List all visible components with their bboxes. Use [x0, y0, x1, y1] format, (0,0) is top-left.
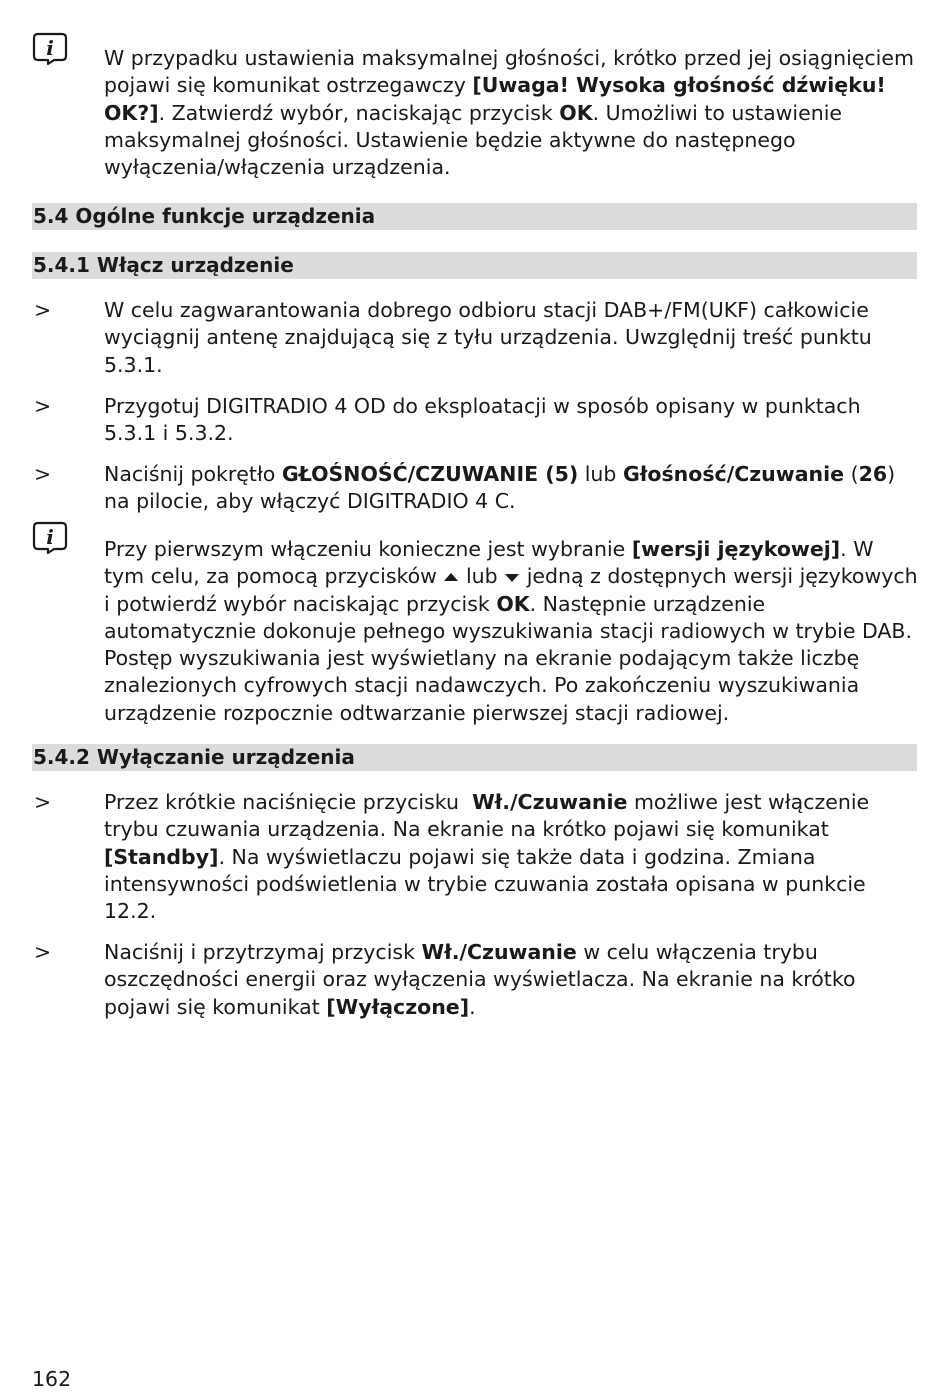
section-heading-5-4: 5.4 Ogólne funkcje urządzenia — [32, 203, 917, 230]
list-item-antenna: W celu zagwarantowania dobrego odbioru stacji DAB+/FM(UKF) całkowicie wyciągnij antenę znajdującą się z tyłu urządzenia. Uwzględnij treść punktu 5.3.1. — [104, 298, 872, 377]
list-item-prepare: Przygotuj DIGITRADIO 4 OD do eksploatacji w sposób opisany w punktach 5.3.1 i 5.3.2. — [104, 394, 861, 446]
list-marker: > — [34, 462, 52, 486]
list-marker: > — [34, 394, 52, 418]
svg-text:i: i — [46, 525, 54, 549]
arrow-up-icon — [443, 571, 459, 583]
info-note-language: Przy pierwszym włączeniu konieczne jest wybranie [wersji językowej]. W tym celu, za pomocą przycisków lub jedną z dostępnych wersji językowych i potwierdź wybór naciskając przycisk OK. Następnie urządzenie automatycznie dokonuje pełnego wyszukiwania stacji radiowych w trybie DAB. Postęp wyszukiwania jest wyświetlany na ekranie podającym także liczbę znalezionych cyfrowych stacji nadawczych. Po zakończeniu wyszukiwania urządzenie rozpocznie odtwarzanie pierwszej stacji radiowej. — [104, 537, 918, 725]
svg-text:i: i — [46, 36, 54, 60]
list-marker: > — [34, 298, 52, 322]
list-item-standby: Przez krótkie naciśnięcie przycisku Wł./Czuwanie możliwe jest włączenie trybu czuwania urządzenia. Na ekranie na krótko pojawi się komunikat [Standby]. Na wyświetlaczu pojawi się także data i godzina. Zmiana intensywności podświetlenia w trybie czuwania została opisana w punkcie 12.2. — [104, 790, 870, 924]
list-marker: > — [34, 940, 52, 964]
section-heading-5-4-2: 5.4.2 Wyłączanie urządzenia — [32, 744, 917, 771]
info-icon — [32, 32, 68, 66]
list-item-power-on: Naciśnij pokrętło GŁOŚNOŚĆ/CZUWANIE (5) lub Głośność/Czuwanie (26) na pilocie, aby włączyć DIGITRADIO 4 C. — [104, 462, 896, 514]
list-marker: > — [34, 790, 52, 814]
info-icon — [32, 521, 68, 555]
arrow-down-icon — [504, 571, 520, 583]
list-item-power-save: Naciśnij i przytrzymaj przycisk Wł./Czuwanie w celu włączenia trybu oszczędności energii oraz wyłączenia wyświetlacza. Na ekranie na krótko pojawi się komunikat [Wyłączone]. — [104, 940, 856, 1019]
page-number: 162 — [32, 1367, 72, 1391]
section-heading-5-4-1: 5.4.1 Włącz urządzenie — [32, 252, 917, 279]
info-note-max-volume: W przypadku ustawienia maksymalnej głośności, krótko przed jej osiągnięciem pojawi się komunikat ostrzegawczy [Uwaga! Wysoka głośność dźwięku! OK?]. Zatwierdź wybór, naciskając przycisk OK. Umożliwi to ustawienie maksymalnej głośności. Ustawienie będzie aktywne do następnego wyłączenia/włączenia urządzenia. — [104, 46, 914, 180]
